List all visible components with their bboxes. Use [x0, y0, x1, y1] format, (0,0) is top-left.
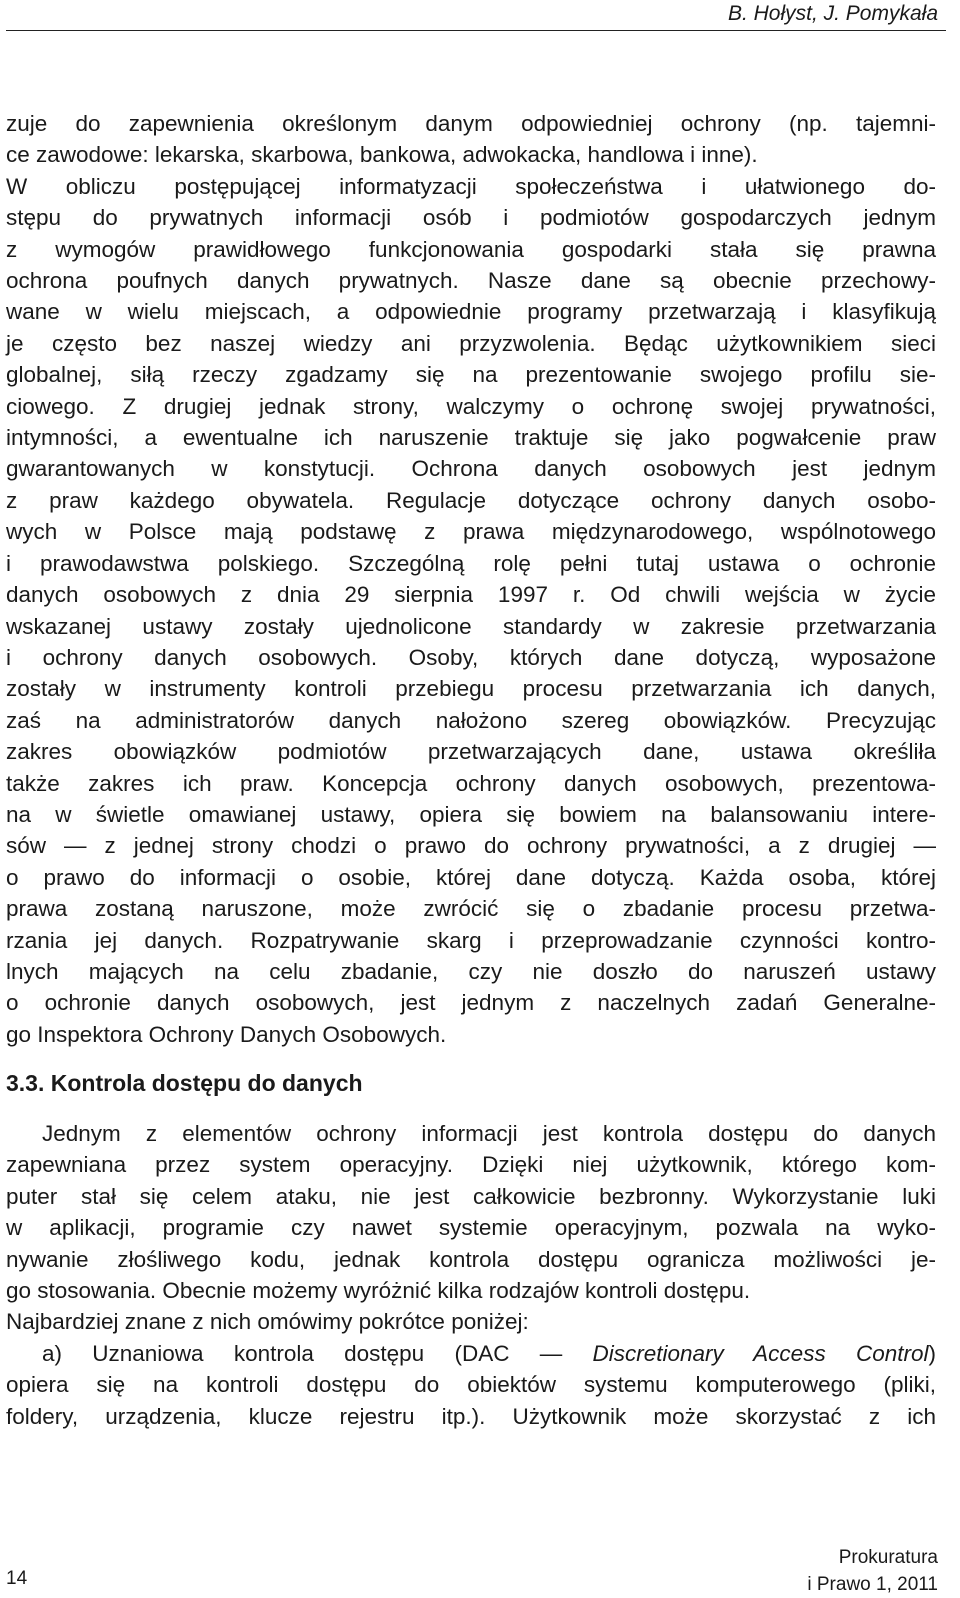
text-line: zaś na administratorów danych nałożono szereg obowiązków. Precyzując — [6, 707, 936, 733]
text-line: go stosowania. Obecnie możemy wyróżnić kilka rodzajów kontroli dostępu. — [6, 1278, 751, 1304]
text-line: stępu do prywatnych informacji osób i podmiotów gospodarczych jednym — [6, 205, 936, 231]
text-line: go Inspektora Ochrony Danych Osobowych. — [6, 1021, 447, 1047]
running-header-author: B. Hołyst, J. Pomykała — [727, 2, 938, 25]
text-line: zakres obowiązków podmiotów przetwarzających dane, ustawa określiła — [6, 739, 936, 765]
text-line: lnych mających na celu zbadanie, czy nie doszło do naruszeń ustawy — [6, 958, 936, 984]
text-line: z praw każdego obywatela. Regulacje dotyczące ochrony danych osobo- — [6, 487, 936, 513]
list-item-a — [6, 1338, 936, 1369]
text-line: z wymogów prawidłowego funkcjonowania gospodarki stała się prawna — [6, 236, 936, 262]
text-line: foldery, urządzenia, klucze rejestru itp.). Użytkownik może skorzystać z ich — [6, 1403, 936, 1429]
text-line: sów — z jednej strony chodzi o prawo do ochrony prywatności, a z drugiej — — [6, 833, 936, 859]
text-line: także zakres ich praw. Koncepcja ochrony danych osobowych, prezentowa- — [6, 770, 936, 796]
text-line: rzania jej danych. Rozpatrywanie skarg i przeprowadzanie czynności kontro- — [6, 927, 936, 953]
list-item-a-suffix: ) — [928, 1340, 936, 1366]
journal-footer — [807, 1544, 938, 1598]
text-line: globalnej, siłą rzeczy zgadzamy się na prezentowanie swojego profilu sie- — [6, 362, 936, 388]
text-line: o ochronie danych osobowych, jest jednym z naczelnych zadań Generalne- — [6, 990, 936, 1016]
journal-title: Prokuratura — [838, 1547, 938, 1568]
section-heading: 3.3. Kontrola dostępu do danych — [6, 1070, 363, 1096]
text-line: zuje do zapewnienia określonym danym odpowiedniej ochrony (np. tajemni- — [6, 111, 936, 136]
section-body — [6, 1118, 936, 1432]
text-line: wskazanej ustawy zostały ujednolicone standardy w zakresie przetwarzania — [6, 613, 936, 639]
text-line: i prawodawstwa polskiego. Szczególną rolę pełni tutaj ustawa o ochronie — [6, 550, 936, 576]
text-line: opiera się na kontroli dostępu do obiektów systemu komputerowego (pliki, — [6, 1372, 936, 1398]
text-line: Najbardziej znane z nich omówimy pokrótce poniżej: — [6, 1309, 529, 1335]
list-item-a-term: Discretionary Access Control — [592, 1340, 929, 1366]
text-line: zapewniana przez system operacyjny. Dzięki niej użytkownik, którego kom- — [6, 1152, 936, 1178]
text-line: danych osobowych z dnia 29 sierpnia 1997 r. Od chwili wejścia w życie — [6, 582, 936, 608]
text-line: ce zawodowe: lekarska, skarbowa, bankowa, adwokacka, handlowa i inne). — [6, 142, 758, 168]
text-line: nywanie złośliwego kodu, jednak kontrola dostępu ogranicza możliwości je- — [6, 1246, 936, 1272]
text-line: ciowego. Z drugiej jednak strony, walczymy o ochronę swojej prywatności, — [6, 393, 936, 419]
text-line: o prawo do informacji o osobie, której dane dotyczą. Każda osoba, której — [6, 864, 936, 890]
text-line: prawa zostaną naruszone, może zwrócić się o zbadanie procesu przetwa- — [6, 896, 936, 922]
text-line: Jednym z elementów ochrony informacji jest kontrola dostępu do danych — [42, 1121, 936, 1146]
text-line: intymności, a ewentualne ich naruszenie traktuje się jako pogwałcenie praw — [6, 425, 936, 451]
text-line: i ochrony danych osobowych. Osoby, których dane dotyczą, wyposażone — [6, 644, 936, 670]
text-line: je często bez naszej wiedzy ani przyzwolenia. Będąc użytkownikiem sieci — [6, 330, 936, 356]
page-number: 14 — [6, 1568, 28, 1589]
list-item-a-prefix: a) Uznaniowa kontrola dostępu (DAC — — [42, 1340, 593, 1366]
text-line: wych w Polsce mają podstawę z prawa międzynarodowego, wspólnotowego — [6, 519, 936, 545]
header-rule — [6, 30, 946, 31]
text-line: na w świetle omawianej ustawy, opiera się bowiem na balansowaniu intere- — [6, 801, 936, 827]
text-line: w aplikacji, programie czy nawet systemie operacyjnym, pozwala na wyko- — [6, 1215, 936, 1241]
journal-issue: i Prawo 1, 2011 — [807, 1574, 938, 1595]
text-line: zostały w instrumenty kontroli przebiegu procesu przetwarzania ich danych, — [6, 676, 936, 702]
main-paragraph — [6, 108, 936, 1050]
text-line: W obliczu postępującej informatyzacji społeczeństwa i ułatwionego do- — [6, 173, 936, 199]
text-line: gwarantowanych w konstytucji. Ochrona danych osobowych jest jednym — [6, 456, 936, 482]
text-line: ochrona poufnych danych prywatnych. Nasze dane są obecnie przechowy- — [6, 268, 936, 294]
text-line: wane w wielu miejscach, a odpowiednie programy przetwarzają i klasyfikują — [6, 299, 936, 325]
text-line: puter stał się celem ataku, nie jest całkowicie bezbronny. Wykorzystanie luki — [6, 1183, 936, 1209]
